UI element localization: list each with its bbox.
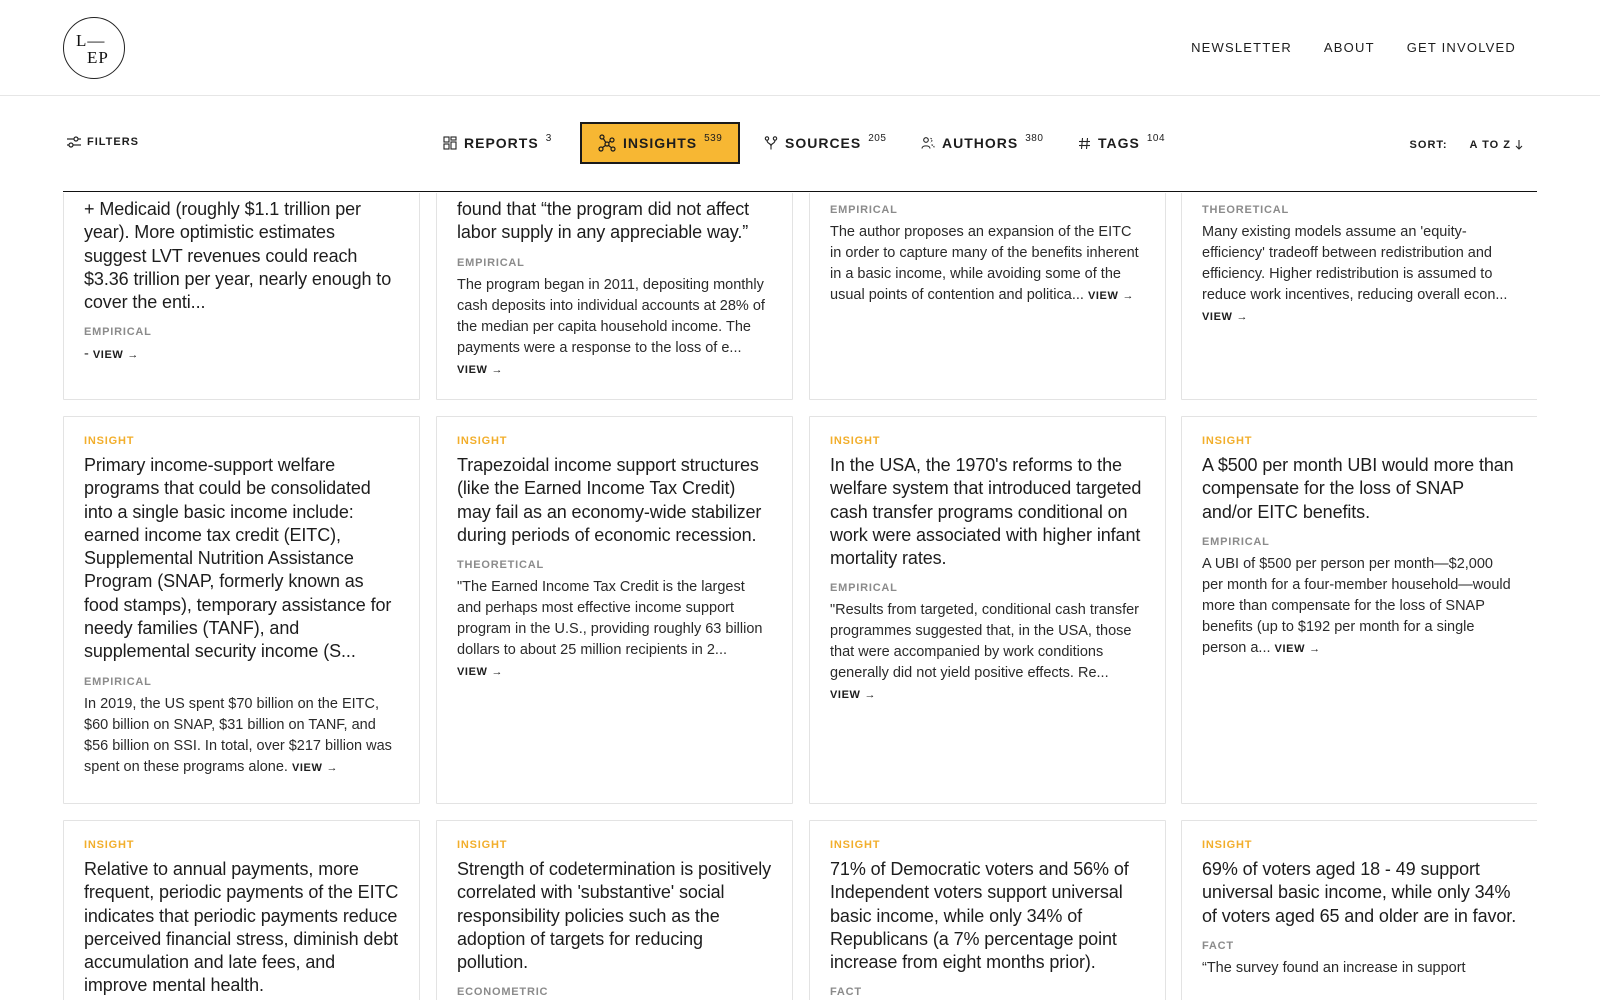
view-link[interactable]: VIEW →: [1087, 290, 1135, 302]
tab-reports-count: 3: [545, 132, 552, 144]
insight-card[interactable]: [436, 820, 793, 1000]
card-kicker: INSIGHT: [84, 839, 135, 851]
card-type: EMPIRICAL: [84, 675, 152, 688]
tab-reports-label: REPORTS: [464, 135, 539, 151]
tab-insights-label: INSIGHTS: [623, 135, 698, 151]
logo-line1: L—: [76, 31, 106, 50]
card-body: [830, 222, 1145, 307]
card-title: Primary income-support welfare programs that could be consolidated into a single basic income include: earned income tax credit (EITC), Supplemental Nutrition Assistance Program (SNAP, formerly known as food stamps), temporary assistance for needy families (TANF), and supplemental security income (S...: [84, 455, 392, 662]
card-title: In the USA, the 1970's reforms to the welfare system that introduced targeted cash transfer programs conditional on work were associated with higher infant mortality rates.: [830, 455, 1142, 569]
insight-card[interactable]: [63, 193, 420, 400]
card-title: found that “the program did not affect labor supply in any appreciable way.”: [457, 199, 750, 243]
content-tabs: [63, 96, 1537, 191]
sort-value: A TO Z: [1469, 139, 1511, 151]
tab-insights-count: 539: [704, 132, 723, 144]
card-title: + Medicaid (roughly $1.1 trillion per year). More optimistic estimates suggest LVT revenues could reach $3.36 trillion per year, nearly enough to cover the enti...: [84, 199, 392, 313]
card-kicker: INSIGHT: [457, 839, 508, 851]
sources-branch-icon: [764, 136, 778, 150]
card-body-text: “The survey found an increase in support: [1202, 959, 1466, 976]
insight-card[interactable]: [1181, 820, 1537, 1000]
card-kicker: INSIGHT: [830, 435, 881, 447]
card-type: EMPIRICAL: [84, 326, 152, 339]
card-body: [830, 600, 1145, 706]
insight-card[interactable]: [436, 193, 793, 400]
filters-label: FILTERS: [87, 136, 140, 148]
card-type: FACT: [1202, 939, 1234, 952]
card-body-text: Many existing models assume an 'equity-efficiency' tradeoff between redistribution and efficiency. Higher redistribution is assumed to reduce work incentives, reducing overall econ...: [1202, 224, 1508, 303]
card-type: EMPIRICAL: [1202, 535, 1270, 548]
arrow-right-icon: →: [491, 666, 504, 679]
card-title: A $500 per month UBI would more than compensate for the loss of SNAP and/or EITC benefits.: [1202, 455, 1514, 522]
tab-sources[interactable]: [748, 122, 902, 164]
arrow-right-icon: →: [1309, 642, 1321, 655]
site-header: [0, 0, 1600, 96]
card-body-text: -: [84, 346, 89, 363]
card-title: 71% of Democratic voters and 56% of Independent voters support universal basic income, while only 34% of Republicans (a 7% percentage point increase from eight months prior).: [830, 859, 1129, 973]
insight-card[interactable]: [63, 820, 420, 1000]
card-body: [457, 275, 772, 381]
card-kicker: INSIGHT: [1202, 839, 1253, 851]
insights-network-icon: [598, 134, 616, 152]
site-logo[interactable]: [63, 17, 125, 79]
card-body-text: The author proposes an expansion of the EITC in order to capture many of the benefits inherent in a basic income, while avoiding some of the usual points of contention and politica...: [830, 224, 1139, 303]
view-link[interactable]: VIEW →: [1202, 311, 1249, 323]
card-type: ECONOMETRIC: [457, 986, 549, 999]
nav-about-link[interactable]: ABOUT: [1323, 40, 1375, 55]
arrow-right-icon: →: [1122, 290, 1135, 302]
arrow-right-icon: →: [326, 761, 339, 774]
card-body: [1202, 222, 1517, 328]
tab-tags[interactable]: [1062, 122, 1181, 164]
insight-card[interactable]: [809, 416, 1166, 804]
card-body-text: "The Earned Income Tax Credit is the largest and perhaps most effective income support program in the U.S., providing roughly 63 billion dollars to about 25 million recipients in 2...: [457, 579, 763, 659]
reports-grid-icon: [443, 136, 457, 150]
card-type: EMPIRICAL: [830, 582, 898, 595]
card-body: [84, 694, 399, 779]
view-link[interactable]: VIEW →: [92, 349, 139, 362]
hashtag-icon: [1078, 137, 1091, 150]
sort-dropdown[interactable]: [1470, 139, 1523, 151]
card-body-text: A UBI of $500 per person per month—$2,000 per month for a four-member household—would more than compensate for the loss of SNAP benefits (up to $192 per month for a single person a...: [1202, 555, 1511, 656]
card-kicker: INSIGHT: [84, 435, 135, 447]
tab-reports[interactable]: [427, 122, 568, 164]
view-link[interactable]: VIEW →: [457, 363, 504, 376]
card-type: EMPIRICAL: [830, 204, 898, 216]
card-type: FACT: [830, 986, 862, 999]
toolbar: [63, 96, 1537, 192]
card-title: Strength of codetermination is positively correlated with 'substantive' social responsibility policies such as the adoption of targets for reducing pollution.: [457, 859, 772, 973]
arrow-right-icon: →: [864, 689, 877, 702]
top-nav: [1191, 40, 1516, 55]
tab-tags-count: 104: [1146, 132, 1166, 144]
arrow-right-icon: →: [127, 349, 139, 362]
logo-line2: EP: [87, 48, 109, 67]
card-body: [1202, 958, 1517, 979]
sort-control: [1410, 139, 1523, 151]
card-kicker: INSIGHT: [457, 435, 508, 447]
card-title: Relative to annual payments, more frequent, periodic payments of the EITC indicates that periodic payments reduce perceived financial stress, diminish debt accumulation and late fees, and improve mental health.: [84, 859, 399, 996]
tab-sources-label: SOURCES: [785, 135, 862, 151]
insight-card[interactable]: [436, 416, 793, 804]
card-title: 69% of voters aged 18 - 49 support universal basic income, while only 34% of voters aged 65 and older are in favor.: [1202, 859, 1517, 926]
insight-card[interactable]: [63, 416, 420, 804]
view-link[interactable]: VIEW →: [457, 666, 504, 679]
card-body-text: The program began in 2011, depositing monthly cash deposits into individual accounts at 28% of the median per capita household income. The payments were a response to the loss of e...: [457, 276, 765, 356]
card-body-text: In 2019, the US spent $70 billion on the EITC, $60 billion on SNAP, $31 billion on TANF, and $56 billion on SSI. In total, over $217 billion was spent on these programs alone.: [84, 695, 392, 775]
card-body-text: "Results from targeted, conditional cash transfer programmes suggested that, in the USA, those that were accompanied by work conditions generally did not yield positive effects. Re...: [830, 602, 1139, 682]
tab-sources-count: 205: [868, 132, 887, 144]
nav-get-involved-link[interactable]: GET INVOLVED: [1406, 40, 1516, 55]
view-link[interactable]: VIEW →: [830, 689, 877, 702]
card-body: [1202, 554, 1517, 660]
arrow-right-icon: →: [1236, 311, 1249, 323]
tab-authors-count: 380: [1025, 132, 1044, 144]
tab-authors[interactable]: [905, 122, 1059, 164]
nav-newsletter-link[interactable]: NEWSLETTER: [1191, 40, 1292, 55]
card-type: EMPIRICAL: [457, 256, 525, 269]
view-link[interactable]: VIEW →: [1274, 642, 1321, 655]
insight-card[interactable]: [1181, 193, 1537, 400]
insight-card[interactable]: [809, 193, 1166, 400]
arrow-down-icon: [1515, 140, 1523, 150]
sort-label: SORT:: [1409, 139, 1448, 151]
card-type: THEORETICAL: [457, 559, 545, 572]
insights-grid: [63, 193, 1537, 1000]
card-kicker: INSIGHT: [1202, 435, 1253, 447]
card-body: [457, 577, 772, 683]
view-link[interactable]: VIEW →: [291, 761, 339, 774]
authors-people-icon: [921, 136, 935, 150]
tab-insights[interactable]: [580, 122, 740, 164]
tab-authors-label: AUTHORS: [942, 135, 1019, 151]
card-title: Trapezoidal income support structures (like the Earned Income Tax Credit) may fail as an economy-wide stabilizer during periods of economic recession.: [457, 455, 762, 545]
card-body: [84, 344, 399, 366]
insight-card[interactable]: [1181, 416, 1537, 804]
arrow-right-icon: →: [491, 363, 504, 376]
card-kicker: INSIGHT: [830, 839, 881, 851]
insight-card[interactable]: [809, 820, 1166, 1000]
card-type: THEORETICAL: [1202, 204, 1290, 216]
tab-tags-label: TAGS: [1098, 135, 1140, 151]
